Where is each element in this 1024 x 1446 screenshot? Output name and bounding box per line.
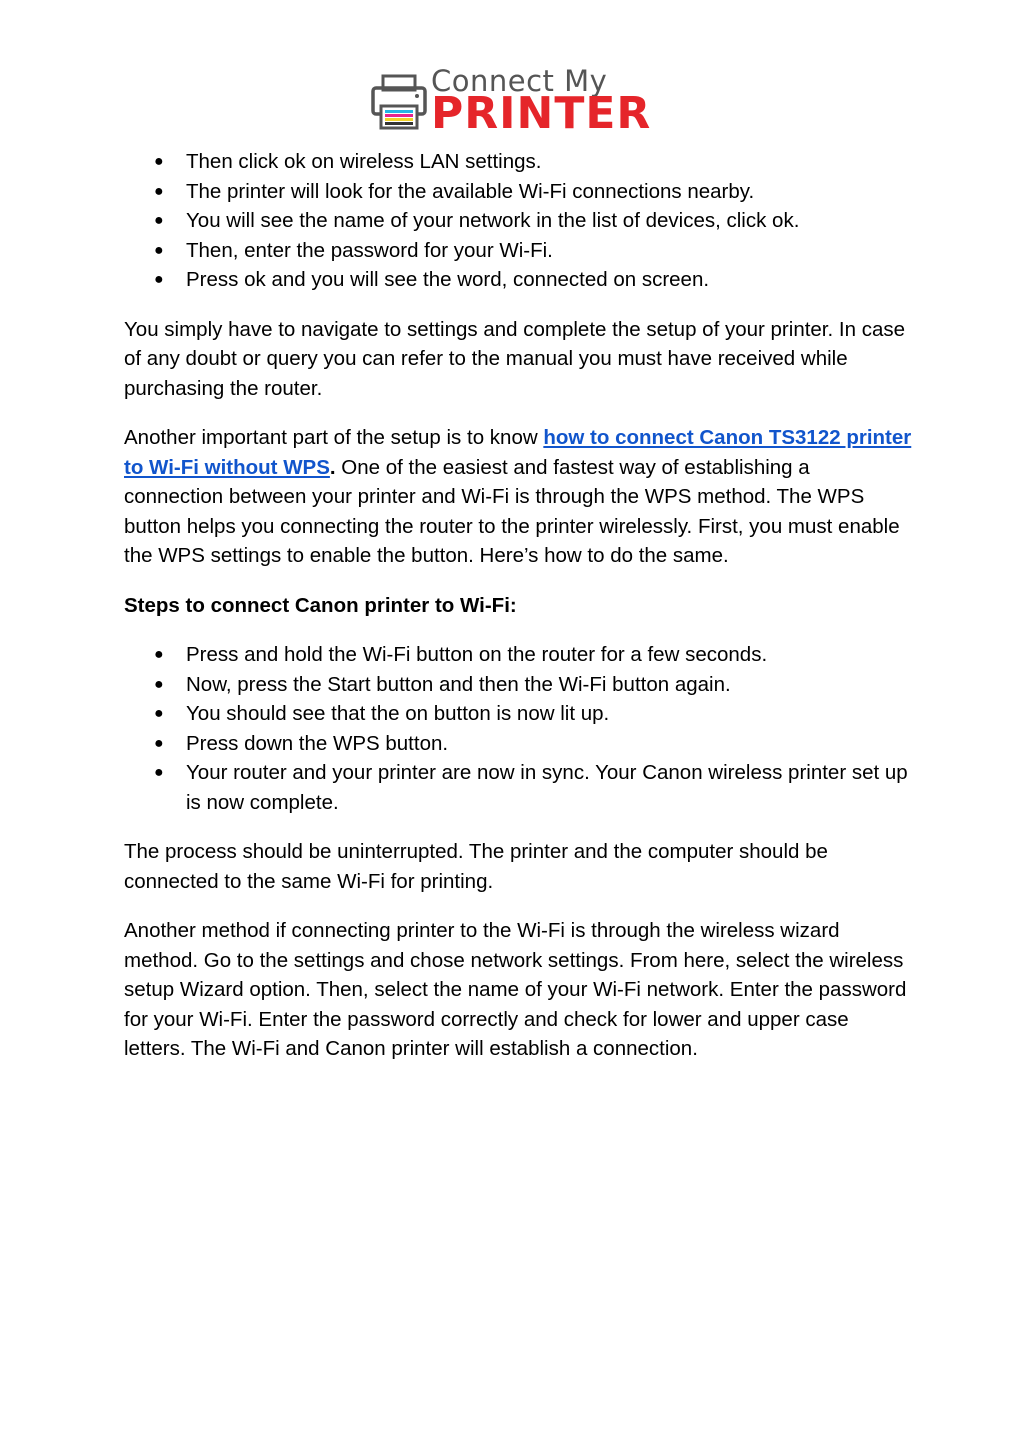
list-item-text: Press down the WPS button. xyxy=(186,731,449,755)
bullet-icon: ● xyxy=(154,675,164,693)
logo-text-connect-my: Connect My xyxy=(431,64,608,98)
list-item-text: You should see that the on button is now lit up. xyxy=(186,702,610,725)
wireless-lan-steps-list xyxy=(124,147,914,295)
list-item-text: Press ok and you will see the word, connected on screen. xyxy=(186,268,710,291)
list-item xyxy=(124,147,914,177)
paragraph-wireless-wizard: Another method if connecting printer to the Wi-Fi is through the wireless wizard method. Go to the settings and chose network settings. From here, select the wireless setup Wizard option. Then, select the name of your Wi-Fi network. Enter the password for your Wi-Fi. Enter the password correctly and check for lower and upper case letters. The Wi-Fi and Canon printer will establish a connection. xyxy=(124,919,907,1060)
bullet-icon: ● xyxy=(154,764,164,781)
paragraph-text: Another important part of the setup is to know xyxy=(124,426,544,449)
list-item xyxy=(124,177,914,207)
bullet-icon: ● xyxy=(154,153,164,170)
list-item xyxy=(124,265,914,295)
list-item xyxy=(124,670,914,700)
paragraph-uninterrupted: The process should be uninterrupted. The printer and the computer should be connected to the same Wi-Fi for printing. xyxy=(124,840,828,893)
list-item xyxy=(124,236,914,266)
bullet-icon: ● xyxy=(154,182,164,200)
paragraph-wps-intro xyxy=(124,423,914,571)
list-item xyxy=(124,729,914,759)
list-item xyxy=(124,206,914,236)
wps-steps-list xyxy=(124,640,914,817)
list-item xyxy=(124,758,914,817)
list-item-text: Then, enter the password for your Wi-Fi. xyxy=(186,238,553,262)
bullet-icon: ● xyxy=(154,734,164,752)
bullet-icon: ● xyxy=(154,705,164,722)
steps-heading: Steps to connect Canon printer to Wi-Fi: xyxy=(124,593,517,617)
list-item-text: Your router and your printer are now in sync. Your Canon wireless printer set up is now complete. xyxy=(186,761,908,814)
paragraph-text: . xyxy=(329,455,336,479)
printer-icon xyxy=(369,72,429,132)
list-item-text: Press and hold the Wi-Fi button on the router for a few seconds. xyxy=(186,643,768,666)
canon-ts3122-wifi-link[interactable]: how to connect Canon TS3122 printer to Wi-Fi without WPS xyxy=(124,426,912,479)
paragraph-text: One of the easiest and fastest way of establishing a connection between your printer and Wi-Fi is through the WPS method. The WPS button helps you connecting the router to the printer wirelessly. First, you must enable the WPS settings to enable the button. Here’s how to do the same. xyxy=(124,455,900,567)
list-item-text: Then click ok on wireless LAN settings. xyxy=(186,150,542,173)
bullet-icon: ● xyxy=(154,271,164,288)
logo-text-printer: PRINTER xyxy=(431,88,652,139)
paragraph-navigate-settings: You simply have to navigate to settings and complete the setup of your printer. In case of any doubt or query you can refer to the manual you must have received while purchasing the router. xyxy=(124,317,905,400)
connect-my-printer-logo xyxy=(369,64,654,138)
list-item-text: Now, press the Start button and then the Wi-Fi button again. xyxy=(186,672,731,696)
list-item xyxy=(124,640,914,670)
list-item xyxy=(124,699,914,729)
document-body xyxy=(124,147,914,1064)
bullet-icon: ● xyxy=(154,212,164,229)
bullet-icon: ● xyxy=(154,241,164,259)
list-item-text: You will see the name of your network in the list of devices, click ok. xyxy=(186,209,800,232)
bullet-icon: ● xyxy=(154,646,164,663)
list-item-text: The printer will look for the available Wi-Fi connections nearby. xyxy=(186,179,755,203)
